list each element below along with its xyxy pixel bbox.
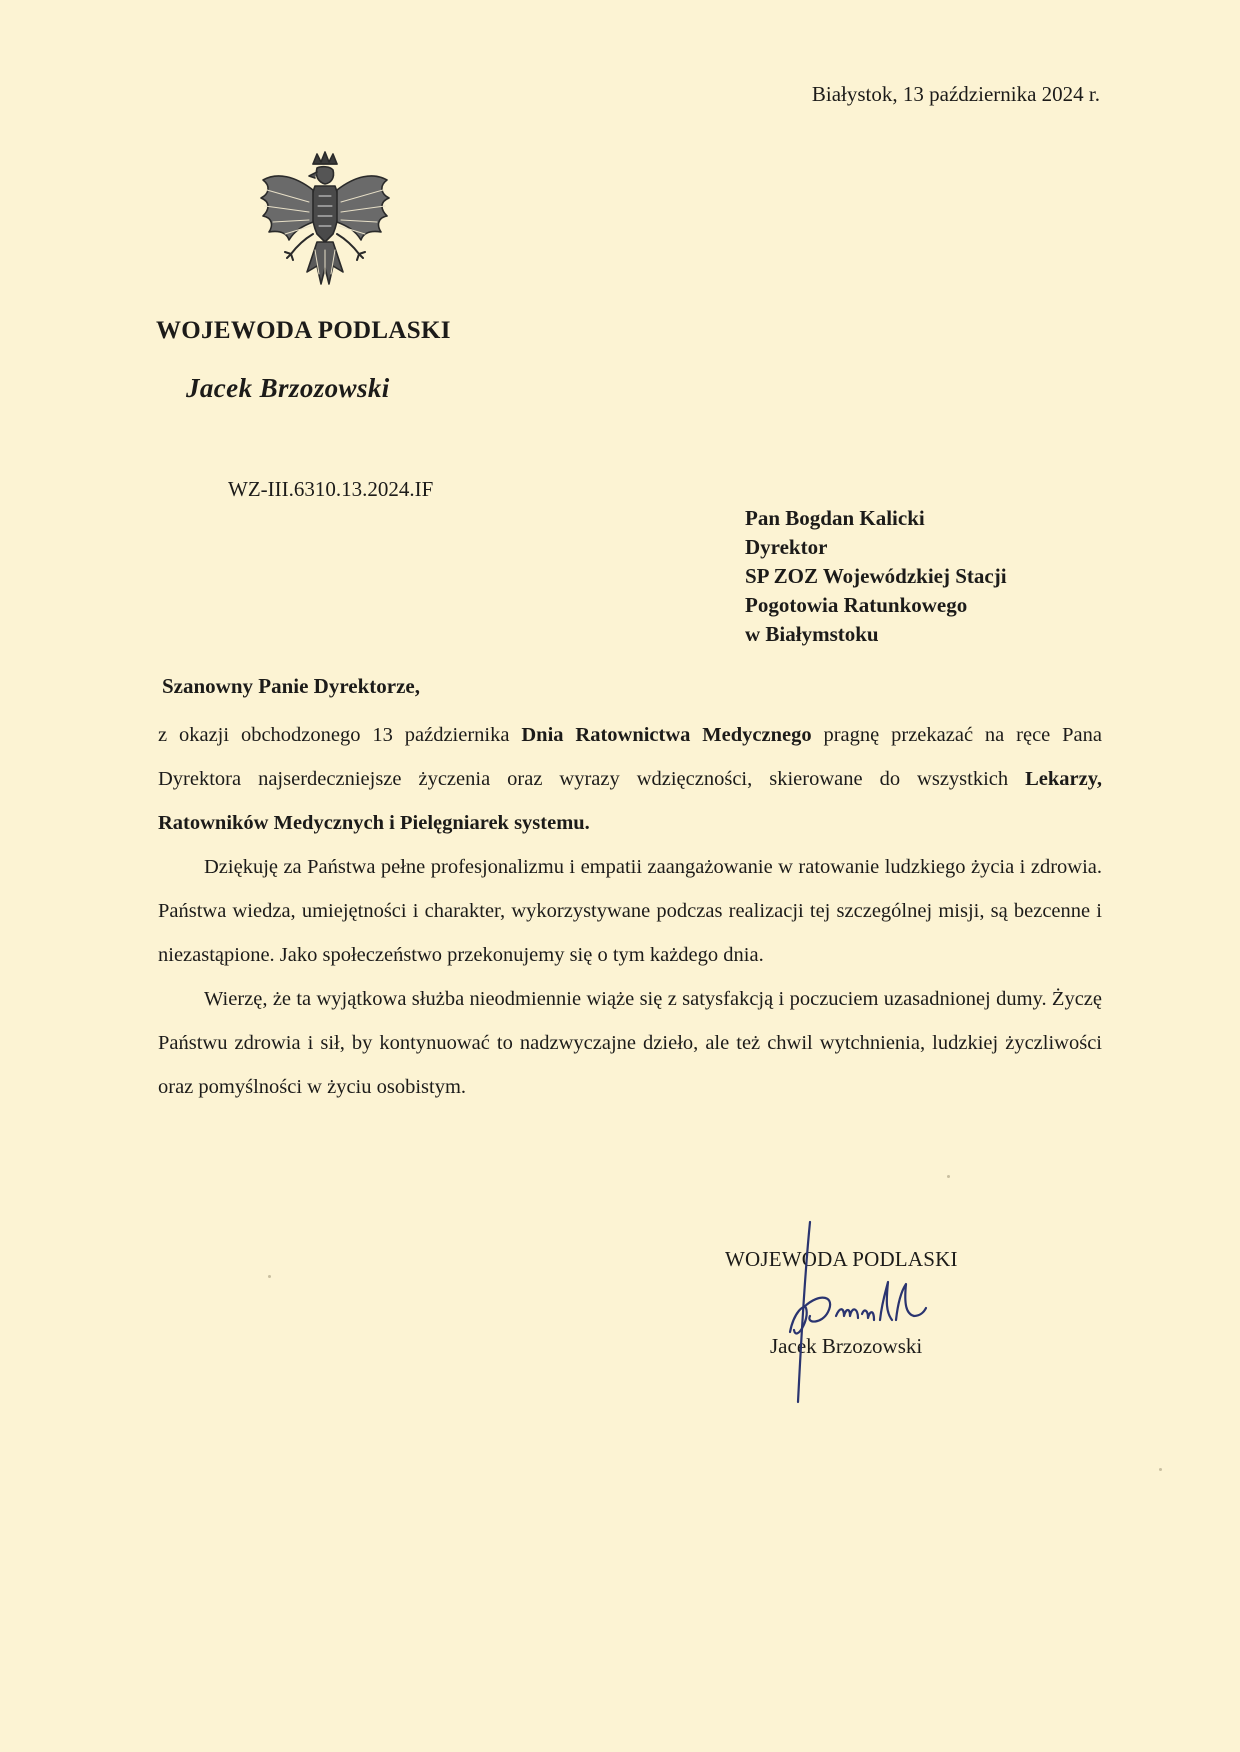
paragraph-1-bold-a: Dnia Ratownictwa Medycznego xyxy=(521,724,812,746)
paragraph-1 xyxy=(158,713,1102,845)
recipient-line: Pan Bogdan Kalicki xyxy=(745,506,925,530)
paragraph-1-text-a: z okazji obchodzonego 13 października xyxy=(158,724,522,746)
signature-title: WOJEWODA PODLASKI xyxy=(725,1247,958,1271)
reference-number: WZ-III.6310.13.2024.IF xyxy=(228,477,434,501)
paper-speck xyxy=(947,1175,950,1178)
signature-name: Jacek Brzozowski xyxy=(770,1334,923,1358)
paper-speck xyxy=(268,1275,271,1278)
paragraph-2: Dziękuję za Państwa pełne profesjonalizmu i empatii zaangażowanie w ratowanie ludzkiego życia i zdrowia. Państwa wiedza, umiejętności i charakter, wykorzystywane podczas realizacji tej szczególnej misji, są bezcenne i niezastąpione. Jako społeczeństwo przekonujemy się o tym każdego dnia. xyxy=(158,856,1102,966)
date-line: Białystok, 13 października 2024 r. xyxy=(811,82,1100,106)
recipient-line: w Białymstoku xyxy=(745,622,879,646)
office-title: WOJEWODA PODLASKI xyxy=(156,317,451,344)
paragraph-1-bold-b: Lekarzy, Ratowników Medycznych i Pielęgniarek systemu. xyxy=(158,768,1102,834)
paper-speck xyxy=(1159,1468,1162,1471)
letter-body xyxy=(158,713,1102,1109)
paragraph-1-text-b: pragnę przekazać na ręce Pana Dyrektora najserdeczniejsze życzenia oraz wyrazy wdzięczności, skierowane do wszystkich xyxy=(158,724,1103,790)
office-name: Jacek Brzozowski xyxy=(186,373,390,403)
paragraph-3: Wierzę, że ta wyjątkowa służba nieodmiennie wiąże się z satysfakcją i poczuciem uzasadnionej dumy. Życzę Państwu zdrowia i sił, by kontynuować to nadzwyczajne dzieło, ale też chwil wytchnienia, ludzkiej życzliwości oraz pomyślności w życiu osobistym. xyxy=(158,988,1102,1098)
recipient-line: SP ZOZ Wojewódzkiej Stacji xyxy=(745,564,1007,588)
recipient-line: Dyrektor xyxy=(745,535,828,559)
polish-eagle-emblem-icon xyxy=(255,150,395,298)
handwritten-signature xyxy=(740,1212,980,1412)
salutation: Szanowny Panie Dyrektorze, xyxy=(162,674,420,698)
recipient-address xyxy=(745,504,1007,649)
recipient-line: Pogotowia Ratunkowego xyxy=(745,593,968,617)
